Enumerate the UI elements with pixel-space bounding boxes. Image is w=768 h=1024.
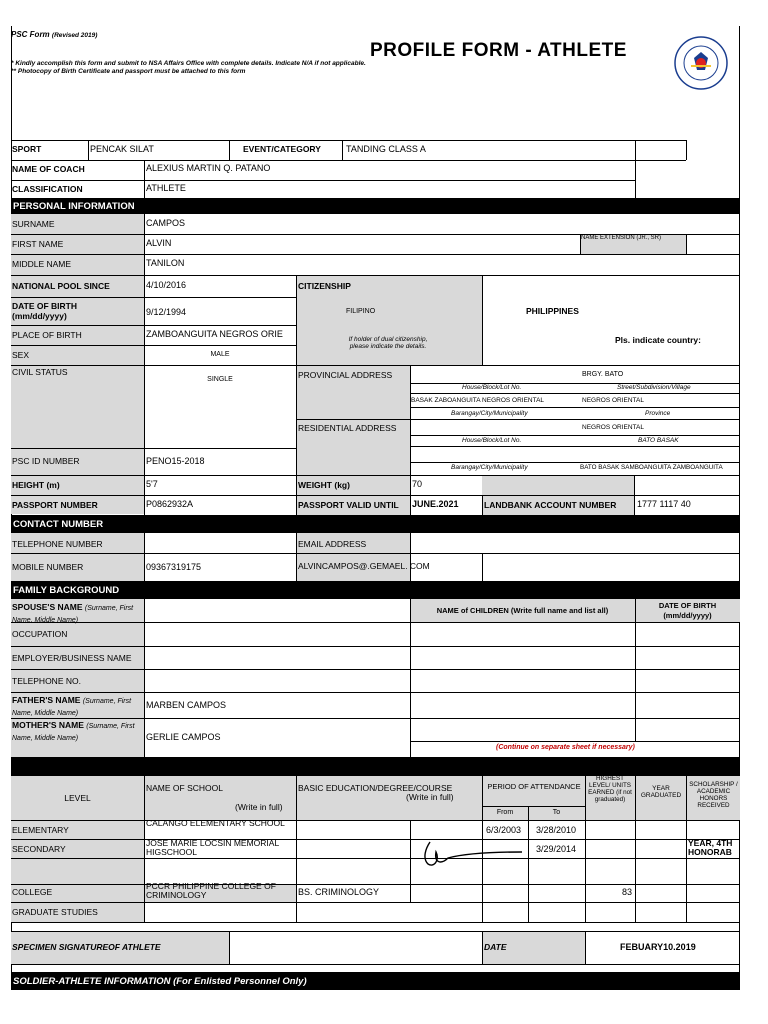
mother-value[interactable]: GERLIE CAMPOS [146,732,221,742]
prov-city[interactable]: BASAK ZABOANGUITA NEGROS ORIENTAL [411,397,545,404]
edu-period-header: PERIOD OF ATTENDANCE [487,782,581,791]
occupation-label: OCCUPATION [12,629,68,639]
edu-row-from[interactable]: 6/3/2003 [486,825,522,835]
father-label [12,695,144,719]
edu-row-level: ELEMENTARY [12,825,69,835]
father-label-text: FATHER'S NAME [12,695,81,705]
edu-row-school[interactable]: JOSE MARIE LOCSIN MEMORIAL HIGSCHOOL [146,838,279,857]
form-title: PROFILE FORM - ATHLETE [370,40,627,61]
edu-highest-header: HIGHEST LEVEL/ UNITS EARNED (if not graduated) [588,775,632,803]
dual-note-2: please indicate the details. [349,343,427,350]
edu-row-school[interactable]: PCCR PHILIPPINE COLLEGE OF CRIMINOLOGY [146,881,276,900]
classification-label: CLASSIFICATION [12,184,83,194]
spouse-label-text: SPOUSE'S NAME [12,602,83,612]
section-soldier-athlete: SOLDIER-ATHLETE INFORMATION (For Enlisted Personnel Only) [11,972,740,990]
res-street[interactable]: BATO BASAK [638,437,679,444]
continue-note: (Continue on separate sheet if necessary) [496,744,635,751]
edu-row-honors[interactable]: YEAR, 4TH HONORAB [688,839,733,857]
psc-id-label: PSC ID NUMBER [12,456,80,466]
middle-name-value[interactable]: TANILON [146,258,185,268]
father-hint: (Surname, First Name, Middle Name) [12,698,132,717]
mother-label [12,720,144,744]
provincial-address-label: PROVINCIAL ADDRESS [298,370,393,380]
name-ext-label: NAME EXTENSION (JR., SR) [581,235,662,241]
edu-row-to[interactable]: 3/29/2014 [536,844,577,854]
brgy-lbl-1: Barangay/City/Municipality [451,410,528,417]
section-personal-info: PERSONAL INFORMATION [11,198,740,214]
edu-school-header-2: (Write in full) [235,802,283,812]
filipino-text: FILIPINO [346,308,376,315]
dob-label-text: DATE OF BIRTH [12,301,78,311]
res-province[interactable]: NEGROS ORIENTAL [582,424,645,431]
passport-valid-label: PASSPORT VALID UNTIL [298,500,399,510]
edu-course-header-2: (Write in full) [406,792,454,802]
mobile-value[interactable]: 09367319175 [146,562,202,572]
psc-id-value[interactable]: PENO15-2018 [146,456,205,466]
classification-value[interactable]: ATHLETE [146,183,186,193]
passport-label: PASSPORT NUMBER [12,500,98,510]
child-dob-format: (mm/dd/yyyy) [663,611,712,620]
telephone-label: TELEPHONE NUMBER [12,539,103,549]
province-lbl-1: Province [645,410,671,417]
height-value[interactable]: 5'7 [146,479,158,489]
height-label: HEIGHT (m) [12,480,60,490]
sex-value[interactable]: MALE [210,351,230,358]
employer-label: EMPLOYER/BUSINESS NAME [12,653,132,663]
email-value[interactable]: ALVINCAMPOS@.GEMAEL. COM [298,561,430,571]
res-city[interactable]: BATO BASAK SAMBOANGUITA ZAMBOANGUITA [580,464,723,471]
form-code-text: PSC Form [11,30,50,39]
weight-label: WEIGHT (kg) [298,480,350,490]
email-label: EMAIL ADDRESS [298,539,367,549]
house-lbl-2: House/Block/Lot No. [462,437,522,444]
street-lbl-1: Street/Subdivision/Village [617,384,691,391]
edu-row-course[interactable]: BS. CRIMINOLOGY [298,887,380,897]
edu-school-header: NAME OF SCHOOL [146,783,223,793]
sex-label: SEX [12,350,30,360]
spouse-hint: (Surname, First Name, Middle Name) [12,605,134,624]
prov-brgy[interactable]: BRGY. BATO [582,371,624,378]
house-lbl-1: House/Block/Lot No. [462,384,522,391]
coach-value[interactable]: ALEXIUS MARTIN Q. PATANO [146,163,271,173]
signature-label: SPECIMEN SIGNATUREOF ATHLETE [12,942,161,952]
landbank-label: LANDBANK ACCOUNT NUMBER [484,500,617,510]
edu-row-to[interactable]: 3/28/2010 [536,825,577,835]
brgy-lbl-2: Barangay/City/Municipality [451,464,528,471]
dob-value[interactable]: 9/12/1994 [146,307,187,317]
edu-to-header: To [552,809,561,816]
signature-scribble-icon [418,834,528,874]
edu-row-school[interactable]: CALANGO ELEMENTARY SCHOOL [146,818,285,828]
instruction-note-1: * Kindly accomplish this form and submit to NSA Affairs Office with complete details. Indicate N/A if not applicable. [11,60,366,67]
event-label: EVENT/CATEGORY [243,144,321,154]
date-label: DATE [484,942,507,952]
family-telephone-label: TELEPHONE NO. [12,676,81,686]
child-dob-label [635,601,740,621]
section-education-bar [11,757,740,776]
father-value[interactable]: MARBEN CAMPOS [146,700,227,710]
weight-value[interactable]: 70 [412,479,423,489]
pool-since-label: NATIONAL POOL SINCE [12,281,110,291]
section-family-background: FAMILY BACKGROUND [11,581,740,599]
form-revised: (Revised 2019) [51,32,98,39]
edu-row-highest[interactable]: 83 [622,887,633,897]
mother-hint: (Surname, First Name, Middle Name) [12,723,135,742]
signature-field[interactable] [230,932,482,964]
edu-year-header: YEAR GRADUATED [640,785,682,799]
spouse-label [12,602,144,626]
child-dob-label-text: DATE OF BIRTH [658,601,717,610]
dob-label [12,301,77,321]
edu-from-header: From [496,809,514,816]
first-name-value[interactable]: ALVIN [146,238,172,248]
passport-value[interactable]: P0862932A [146,499,194,509]
mobile-label: MOBILE NUMBER [12,562,84,572]
civil-status-label: CIVIL STATUS [12,367,68,377]
citizenship-label: CITIZENSHIP [298,281,351,291]
residential-address-label: RESIDENTIAL ADDRESS [298,423,397,433]
sport-value[interactable]: PENCAK SILAT [90,144,154,154]
edu-course-header: BASIC EDUCATION/DEGREE/COURSE [298,783,453,793]
civil-status-value[interactable]: SINGLE [207,376,233,383]
date-value[interactable]: FEBUARY10.2019 [620,942,696,952]
coach-label: NAME OF COACH [12,164,85,174]
sport-label: SPORT [12,144,42,154]
edu-row-level: SECONDARY [12,844,66,854]
mother-label-text: MOTHER'S NAME [12,720,84,730]
edu-level-header: LEVEL [64,793,91,803]
dual-note-1: If holder of dual citizenship, [348,336,428,343]
country-value[interactable]: PHILIPPINES [526,306,579,316]
dob-format: (mm/dd/yyyy) [12,311,67,321]
pob-value[interactable]: ZAMBOANGUITA NEGROS ORIE [146,329,283,339]
pob-label: PLACE OF BIRTH [12,330,82,340]
event-value[interactable]: TANDING CLASS A [346,144,426,154]
children-label: NAME of CHILDREN (Write full name and list all) [436,606,609,615]
edu-row-level: COLLEGE [12,887,53,897]
section-contact-number: CONTACT NUMBER [11,515,740,533]
surname-label: SURNAME [12,219,55,229]
dual-citizenship-note [298,336,478,350]
edu-scholar-header: SCHOLARSHIP / ACADEMIC HONORS RECEIVED [689,781,738,809]
first-name-label: FIRST NAME [12,239,64,249]
surname-value[interactable]: CAMPOS [146,218,186,228]
prov-province[interactable]: NEGROS ORIENTAL [582,397,645,404]
landbank-value[interactable]: 1777 1117 40 [637,499,691,509]
passport-valid-value[interactable]: JUNE.2021 [412,499,459,509]
edu-row-level: GRADUATE STUDIES [12,907,98,917]
pool-since-value[interactable]: 4/10/2016 [146,280,187,290]
middle-name-label: MIDDLE NAME [12,259,72,269]
pls-indicate-country: Pls. indicate country: [615,335,701,345]
instruction-note-2: ** Photocopy of Birth Certificate and passport must be attached to this form [11,68,246,75]
